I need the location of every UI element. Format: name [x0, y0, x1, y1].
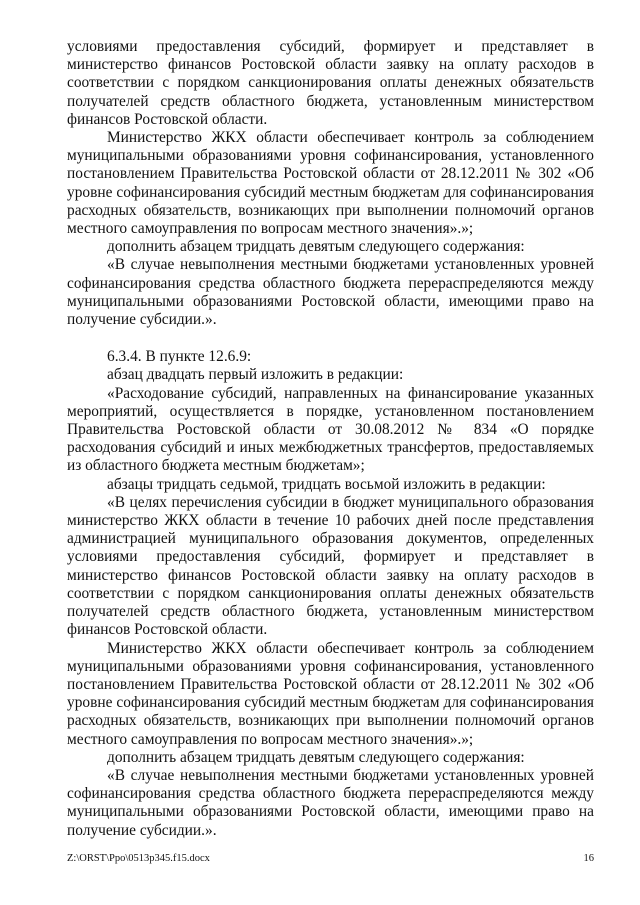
file-path: Z:\ORST\Ppo\0513p345.f15.docx [67, 853, 210, 864]
paragraph: дополнить абзацем тридцать девятым следующего содержания: [107, 748, 525, 766]
document-body [67, 38, 594, 840]
paragraph: условиями предоставления субсидий, формирует и представляет в министерство финансов Ростовской области заявку на оплату расходов в соответствии с порядком санкционирования оплаты денежных обязательств получателей средств областного бюджета, установленным министерством финансов Ростовской области. [67, 38, 594, 128]
paragraph: дополнить абзацем тридцать девятым следующего содержания: [107, 238, 525, 256]
section-heading: 6.3.4. В пункте 12.6.9: [107, 348, 252, 366]
paragraph: «В случае невыполнения местными бюджетами установленных уровней софинансирования средства областного бюджета перераспределяются между муниципальными образованиями Ростовской области, имеющими право на получение субсидии.». [67, 766, 594, 839]
page-footer [67, 853, 594, 864]
paragraph: «В целях перечисления субсидии в бюджет муниципального образования министерство ЖКХ области в течение 10 рабочих дней после представления администрацией муниципального образования документов, определенных условиями предоставления субсидий, формирует и представляет в министерство финансов Ростовской области заявку на оплату расходов в соответствии с порядком санкционирования оплаты денежных обязательств получателей средств областного бюджета, установленным министерством финансов Ростовской области. [67, 493, 594, 639]
page-number: 16 [583, 853, 594, 864]
paragraph: абзац двадцать первый изложить в редакции: [107, 366, 404, 384]
paragraph: «Расходование субсидий, направленных на финансирование указанных мероприятий, осуществляется в порядке, установленном постановлением Правительства Ростовской области от 30.08.2012 № 834 «О порядке расходования субсидий и иных межбюджетных трансфертов, предоставляемых из областного бюджета местным бюджетам»; [67, 384, 594, 475]
paragraph: абзацы тридцать седьмой, тридцать восьмой изложить в редакции: [107, 475, 546, 493]
paragraph: «В случае невыполнения местными бюджетами установленных уровней софинансирования средства областного бюджета перераспределяются между муниципальными образованиями Ростовской области, имеющими право на получение субсидии.». [67, 256, 594, 329]
paragraph-spacer [67, 329, 594, 348]
paragraph: Министерство ЖКХ области обеспечивает контроль за соблюдением муниципальными образованиями уровня софинансирования, установленного постановлением Правительства Ростовской области от 28.12.2011 № 302 «Об уровне софинансирования субсидий местным бюджетам для софинансирования расходных обязательств, возникающих при выполнении полномочий органов местного самоуправления по вопросам местного значения».»; [67, 639, 594, 748]
paragraph: Министерство ЖКХ области обеспечивает контроль за соблюдением муниципальными образованиями уровня софинансирования, установленного постановлением Правительства Ростовской области от 28.12.2011 № 302 «Об уровне софинансирования субсидий местным бюджетам для софинансирования расходных обязательств, возникающих при выполнении полномочий органов местного самоуправления по вопросам местного значения».»; [67, 129, 594, 238]
